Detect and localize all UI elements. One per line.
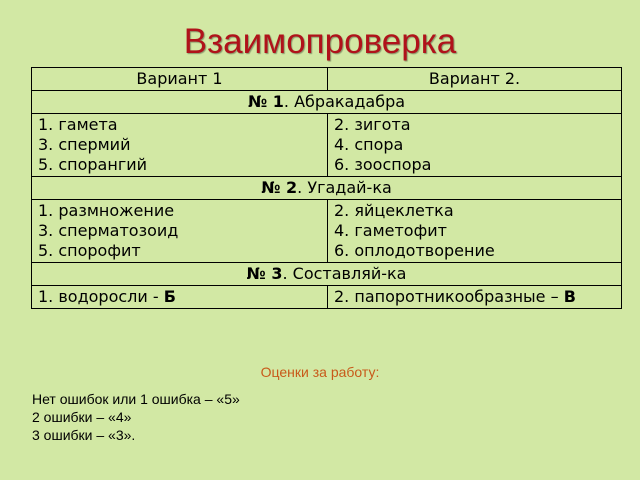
grading-line: 3 ошибки – «3».	[32, 427, 136, 443]
section-3-number: № 3	[246, 264, 283, 283]
section-2-number: № 2	[261, 178, 298, 197]
answer-line: 3. сперматозоид	[38, 221, 179, 240]
section-1-name: . Абракадабра	[283, 92, 406, 111]
section-1-variant1	[32, 114, 328, 177]
section-1-title	[32, 91, 622, 114]
section-2-name: . Угадай-ка	[297, 178, 392, 197]
section-2-variant1	[32, 200, 328, 263]
answer-line: 3. спермий	[38, 135, 131, 154]
section-3-name: . Составляй-ка	[282, 264, 407, 283]
answer-line: 6. зооспора	[334, 155, 432, 174]
section-1-variant2	[328, 114, 622, 177]
page-title: Взаимопроверка	[183, 22, 457, 61]
answer-letter: В	[563, 287, 576, 306]
answer-line: 4. гаметофит	[334, 221, 447, 240]
section-3-variant1	[32, 286, 328, 309]
section-2-answers	[32, 200, 622, 263]
grading-line: 2 ошибки – «4»	[32, 409, 132, 425]
section-2-title	[32, 177, 622, 200]
answer-table	[31, 67, 622, 309]
answer-line: 2. зигота	[334, 115, 411, 134]
answer-line: 5. спорофит	[38, 241, 141, 260]
answer-line: 1. размножение	[38, 201, 175, 220]
section-2-row	[32, 177, 622, 200]
answer-text: 1. водоросли -	[38, 287, 164, 306]
grading-line: Нет ошибок или 1 ошибка – «5»	[32, 391, 240, 407]
section-3-title	[32, 263, 622, 286]
header-row	[32, 68, 622, 91]
answer-line: 5. спорангий	[38, 155, 148, 174]
section-2-variant2	[328, 200, 622, 263]
answer-line: 2. яйцеклетка	[334, 201, 454, 220]
section-3-row	[32, 263, 622, 286]
answer-letter: Б	[163, 287, 176, 306]
variant1-header: Вариант 1	[32, 68, 328, 91]
section-3-answers	[32, 286, 622, 309]
section-1-row	[32, 91, 622, 114]
grading-title: Оценки за работу:	[260, 364, 380, 380]
variant2-header: Вариант 2.	[328, 68, 622, 91]
answer-line: 4. спора	[334, 135, 404, 154]
section-3-variant2	[328, 286, 622, 309]
answer-text: 2. папоротникообразные –	[334, 287, 564, 306]
answer-line: 6. оплодотворение	[334, 241, 495, 260]
grading-list	[32, 390, 240, 444]
answer-line: 1. гамета	[38, 115, 118, 134]
section-1-number: № 1	[247, 92, 284, 111]
section-1-answers	[32, 114, 622, 177]
